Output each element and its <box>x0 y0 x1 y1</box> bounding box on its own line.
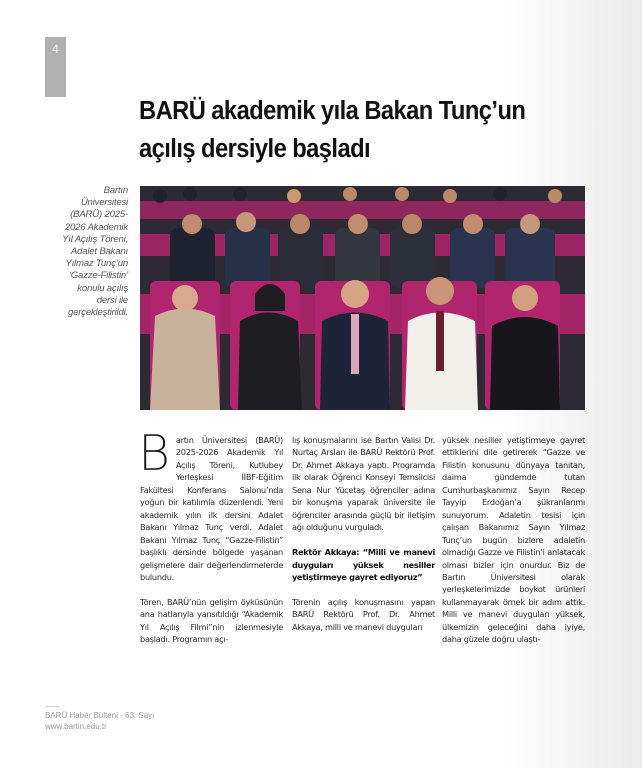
article-subheading: Rektör Akkaya: “Milli ve manevi duyguları yüksek nesiller yetiştirmeye gayret ediyoruz” <box>292 547 435 582</box>
photo-caption: Bartın Üniversitesi (BARÜ) 2025-2026 Akademik Yıl Açılış Töreni, Adalet Bakanı Yılmaz Tunç’un ‘Gazze-Filistin’ konulu açılış dersi ile gerçekleştirildi. <box>62 185 128 319</box>
paragraph-text: artın Üniversitesi (BARÜ) 2025-2026 Akademik Yıl Açılış Töreni, Kutlubey Yerleşkesi İİBF-Eğitim Fakültesi Konferans Salonu’nda yoğun bir katılımla düzenlendi. Yeni akademik yılın ilk dersini Adalet Bakanı Yılmaz Tunç verdi. Adalet Bakanı Yılmaz Tunç “Gazze-Filistin” başlıklı dersinde bölgede yaşanan gelişmelere dair değerlendirmelerde bulundu. <box>140 435 283 582</box>
page-number: 4 <box>45 37 66 97</box>
article-paragraph: lış konuşmalarını ise Bartın Valisi Dr. Nurtaç Arslan ile BARÜ Rektörü Prof. Dr. Ahmet Akkaya yaptı. Programda ilk olarak Öğrenci Konseyi Temsilcisi Sena Nur Yücetaş öğrenciler adına bir konuşma yaparak üniversite ile öğrenciler arasında güçlü bir iletişim ağı olduğunu vurguladı. <box>292 435 435 533</box>
group-photo-icon <box>140 186 585 410</box>
footer-website-link[interactable]: www.bartin.edu.tr <box>45 721 107 731</box>
article-title: BARÜ akademik yıla Bakan Tunç’un açılış dersiyle başladı <box>139 97 526 163</box>
footer-divider <box>45 706 59 707</box>
article-column-3 <box>442 434 585 646</box>
drop-cap: B <box>138 425 170 482</box>
article-column-1 <box>138 425 283 646</box>
article-column-2 <box>292 434 435 633</box>
page-footer <box>45 711 154 732</box>
group-photo <box>140 186 585 410</box>
footer-publication: BARÜ Haber Bülteni - 63. Sayı <box>45 711 155 720</box>
article-paragraph: yüksek nesiller yetiştirmeye gayret ettiklerini dile getirerek “Gazze ve Filistin konusunu dünyaya tanıtan, daima gündemde tutan Cumhurbaşkanımız Sayın Recep Tayyip Erdoğan’a şükranlarımı sunuyorum. Adaletin tesisi için çalışan Bakanımız Sayın Yılmaz Tunç’un bugün bizlere adaletin olmadığı Gazze ve Filistin’i anlatacak olması bizler için onurdur. Biz de Bartın Üniversitesi olarak yerleşkelerimizde boykot ürünleri kullanmayarak örnek bir adım attık. Milli ve manevi duyguları yüksek, ülkemizin geleceğini daha iyiye, daha güzele doğru ulaştı- <box>442 435 585 645</box>
article-paragraph <box>138 425 283 583</box>
article-paragraph: Tören, BARÜ’nün gelişim öyküsünün ana hatlarıyla yansıtıldığı “Akademik Yıl Açılış Filmi”nin izlenmesiyle başladı. Programın açı- <box>140 596 283 645</box>
article-paragraph: Törenin açılış konuşmasını yapan BARÜ Rektörü Prof. Dr. Ahmet Akkaya, milli ve manevi duyguları <box>292 596 435 632</box>
